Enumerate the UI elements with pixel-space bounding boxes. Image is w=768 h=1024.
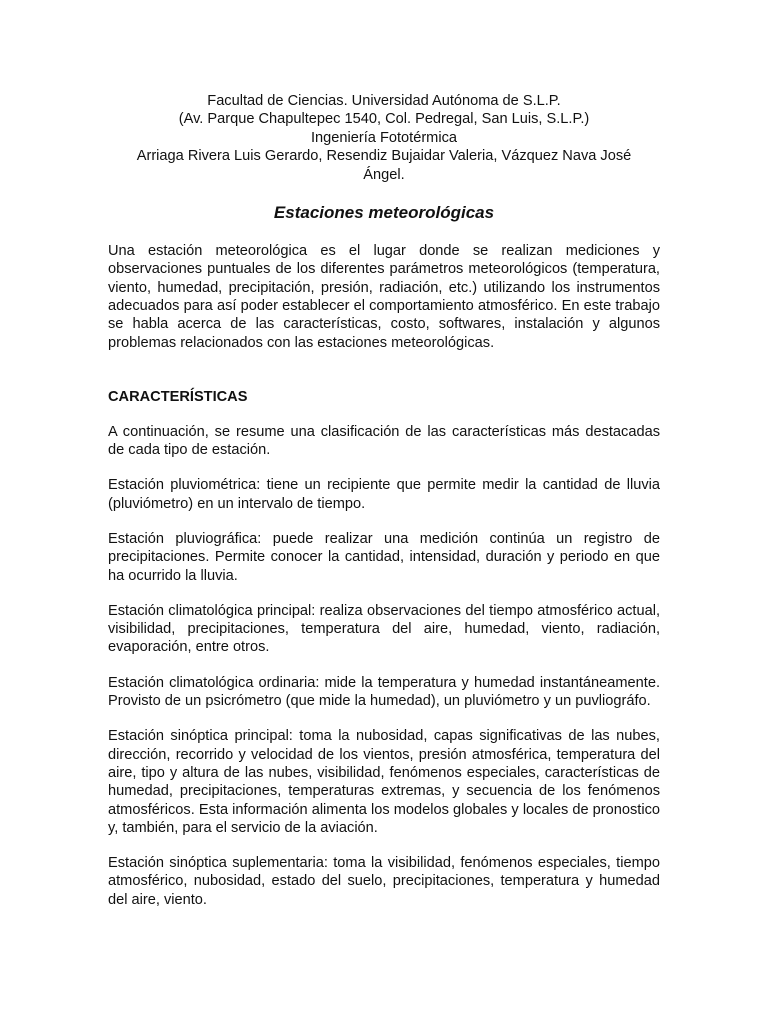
- authors-line: Arriaga Rivera Luis Gerardo, Resendiz Bujaidar Valeria, Vázquez Nava José: [136, 148, 632, 165]
- paragraph-summary: A continuación, se resume una clasificación de las características más destacadas de cada tipo de estación.: [108, 423, 660, 459]
- document-title: Estaciones meteorológicas: [273, 203, 495, 223]
- paragraph-pluviometrica: Estación pluviométrica: tiene un recipiente que permite medir la cantidad de lluvia (pluviómetro) en un intervalo de tiempo.: [108, 477, 660, 512]
- document-header: [108, 92, 660, 184]
- program-line: Ingeniería Fototérmica: [310, 129, 457, 146]
- paragraph-sinoptica-principal: Estación sinóptica principal: toma la nubosidad, capas significativas de las nubes, dirección, recorrido y velocidad de los vientos, presión atmosférica, temperatura del aire, tipo y altura de las nubes, visibilidad, fenómenos especiales, características de humedad, precipitaciones, temperaturas extremas, y secuencia de los fenómenos atmosféricos. Esta información alimenta los modelos globales y locales de pronostico y, también, para el servicio de la aviación.: [108, 728, 660, 836]
- paragraph-climatologica-principal: Estación climatológica principal: realiza observaciones del tiempo atmosférico actual, visibilidad, precipitaciones, temperatura del aire, humedad, viento, radiación, evaporación, entre otros.: [108, 602, 660, 656]
- address-line: (Av. Parque Chapultepec 1540, Col. Pedregal, San Luis, S.L.P.): [178, 111, 590, 128]
- paragraph-pluviografica: Estación pluviográfica: puede realizar una medición continúa un registro de precipitaciones. Permite conocer la cantidad, intensidad, duración y periodo en que ha ocurrido la lluvia.: [108, 531, 660, 584]
- paragraph-sinoptica-suplementaria: Estación sinóptica suplementaria: toma la visibilidad, fenómenos especiales, tiempo atmosférico, nubosidad, estado del suelo, precipitaciones, temperatura y humedad del aire, viento.: [108, 855, 660, 908]
- document-page: [108, 92, 660, 926]
- intro-paragraph: Una estación meteorológica es el lugar donde se realizan mediciones y observaciones puntuales de los diferentes parámetros meteorológicos (temperatura, viento, humedad, precipitación, presión, radiación, etc.) utilizando los instrumentos adecuados para así poder establecer el comportamiento atmosférico. En este trabajo se habla acerca de las características, costo, softwares, instalación y algunos problemas relacionados con las estaciones meteorológicas.: [108, 243, 660, 351]
- institution-line: Facultad de Ciencias. Universidad Autónoma de S.L.P.: [207, 93, 561, 109]
- section-heading: CARACTERÍSTICAS: [108, 388, 248, 405]
- paragraph-climatologica-ordinaria: Estación climatológica ordinaria: mide la temperatura y humedad instantáneamente. Provisto de un psicrómetro (que mide la humedad), un pluviómetro y un puvliográfo.: [108, 674, 660, 710]
- authors-line-continued: Ángel.: [363, 166, 405, 183]
